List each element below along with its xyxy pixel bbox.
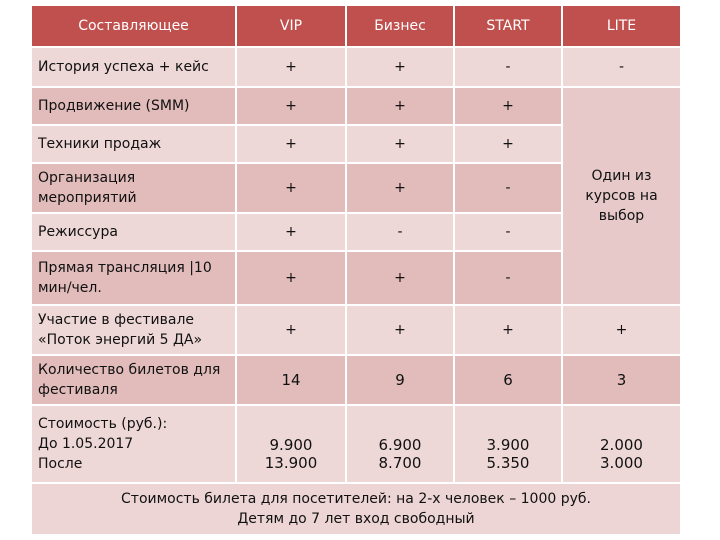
table-row bbox=[31, 47, 681, 87]
start-cell: - bbox=[454, 251, 562, 305]
vip-cell: 14 bbox=[236, 355, 346, 405]
row-label: Продвижение (SMM) bbox=[31, 87, 236, 125]
start-cell: 6 bbox=[454, 355, 562, 405]
business-cell: + bbox=[346, 163, 454, 213]
row-label: Стоимость (руб.): До 1.05.2017 После bbox=[31, 405, 236, 483]
vip-cell: + bbox=[236, 213, 346, 251]
pricing-table bbox=[30, 4, 682, 536]
vip-cell: + bbox=[236, 47, 346, 87]
start-cell: - bbox=[454, 213, 562, 251]
start-cell: + bbox=[454, 87, 562, 125]
lite-cell: + bbox=[562, 305, 681, 355]
start-cell: + bbox=[454, 125, 562, 163]
row-label: История успеха + кейс bbox=[31, 47, 236, 87]
business-cell: + bbox=[346, 47, 454, 87]
header-start: START bbox=[454, 5, 562, 47]
business-cell: + bbox=[346, 305, 454, 355]
vip-cell: + bbox=[236, 87, 346, 125]
header-lite: LITE bbox=[562, 5, 681, 47]
footer-row bbox=[31, 483, 681, 535]
start-cell: + bbox=[454, 305, 562, 355]
vip-price-cell: 9.900 13.900 bbox=[236, 405, 346, 483]
lite-cell: 3 bbox=[562, 355, 681, 405]
lite-merged-cell: Один из курсов на выбор bbox=[562, 87, 681, 305]
header-row bbox=[31, 5, 681, 47]
business-price-cell: 6.900 8.700 bbox=[346, 405, 454, 483]
business-cell: + bbox=[346, 251, 454, 305]
row-label: Организация мероприятий bbox=[31, 163, 236, 213]
vip-cell: + bbox=[236, 305, 346, 355]
business-cell: + bbox=[346, 125, 454, 163]
business-cell: + bbox=[346, 87, 454, 125]
header-vip: VIP bbox=[236, 5, 346, 47]
vip-cell: + bbox=[236, 251, 346, 305]
table-row bbox=[31, 355, 681, 405]
row-label: Режиссура bbox=[31, 213, 236, 251]
start-cell: - bbox=[454, 47, 562, 87]
header-component: Составляющее bbox=[31, 5, 236, 47]
vip-cell: + bbox=[236, 163, 346, 213]
row-label: Количество билетов для фестиваля bbox=[31, 355, 236, 405]
table-row bbox=[31, 405, 681, 483]
footer-note: Стоимость билета для посетителей: на 2-х человек – 1000 руб. Детям до 7 лет вход свободный bbox=[31, 483, 681, 535]
start-price-cell: 3.900 5.350 bbox=[454, 405, 562, 483]
row-label: Техники продаж bbox=[31, 125, 236, 163]
lite-price-cell: 2.000 3.000 bbox=[562, 405, 681, 483]
row-label: Участие в фестивале «Поток энергий 5 ДА» bbox=[31, 305, 236, 355]
business-cell: 9 bbox=[346, 355, 454, 405]
vip-cell: + bbox=[236, 125, 346, 163]
row-label: Прямая трансляция |10 мин/чел. bbox=[31, 251, 236, 305]
start-cell: - bbox=[454, 163, 562, 213]
business-cell: - bbox=[346, 213, 454, 251]
lite-cell: - bbox=[562, 47, 681, 87]
table-row bbox=[31, 305, 681, 355]
header-business: Бизнес bbox=[346, 5, 454, 47]
table-row bbox=[31, 87, 681, 125]
